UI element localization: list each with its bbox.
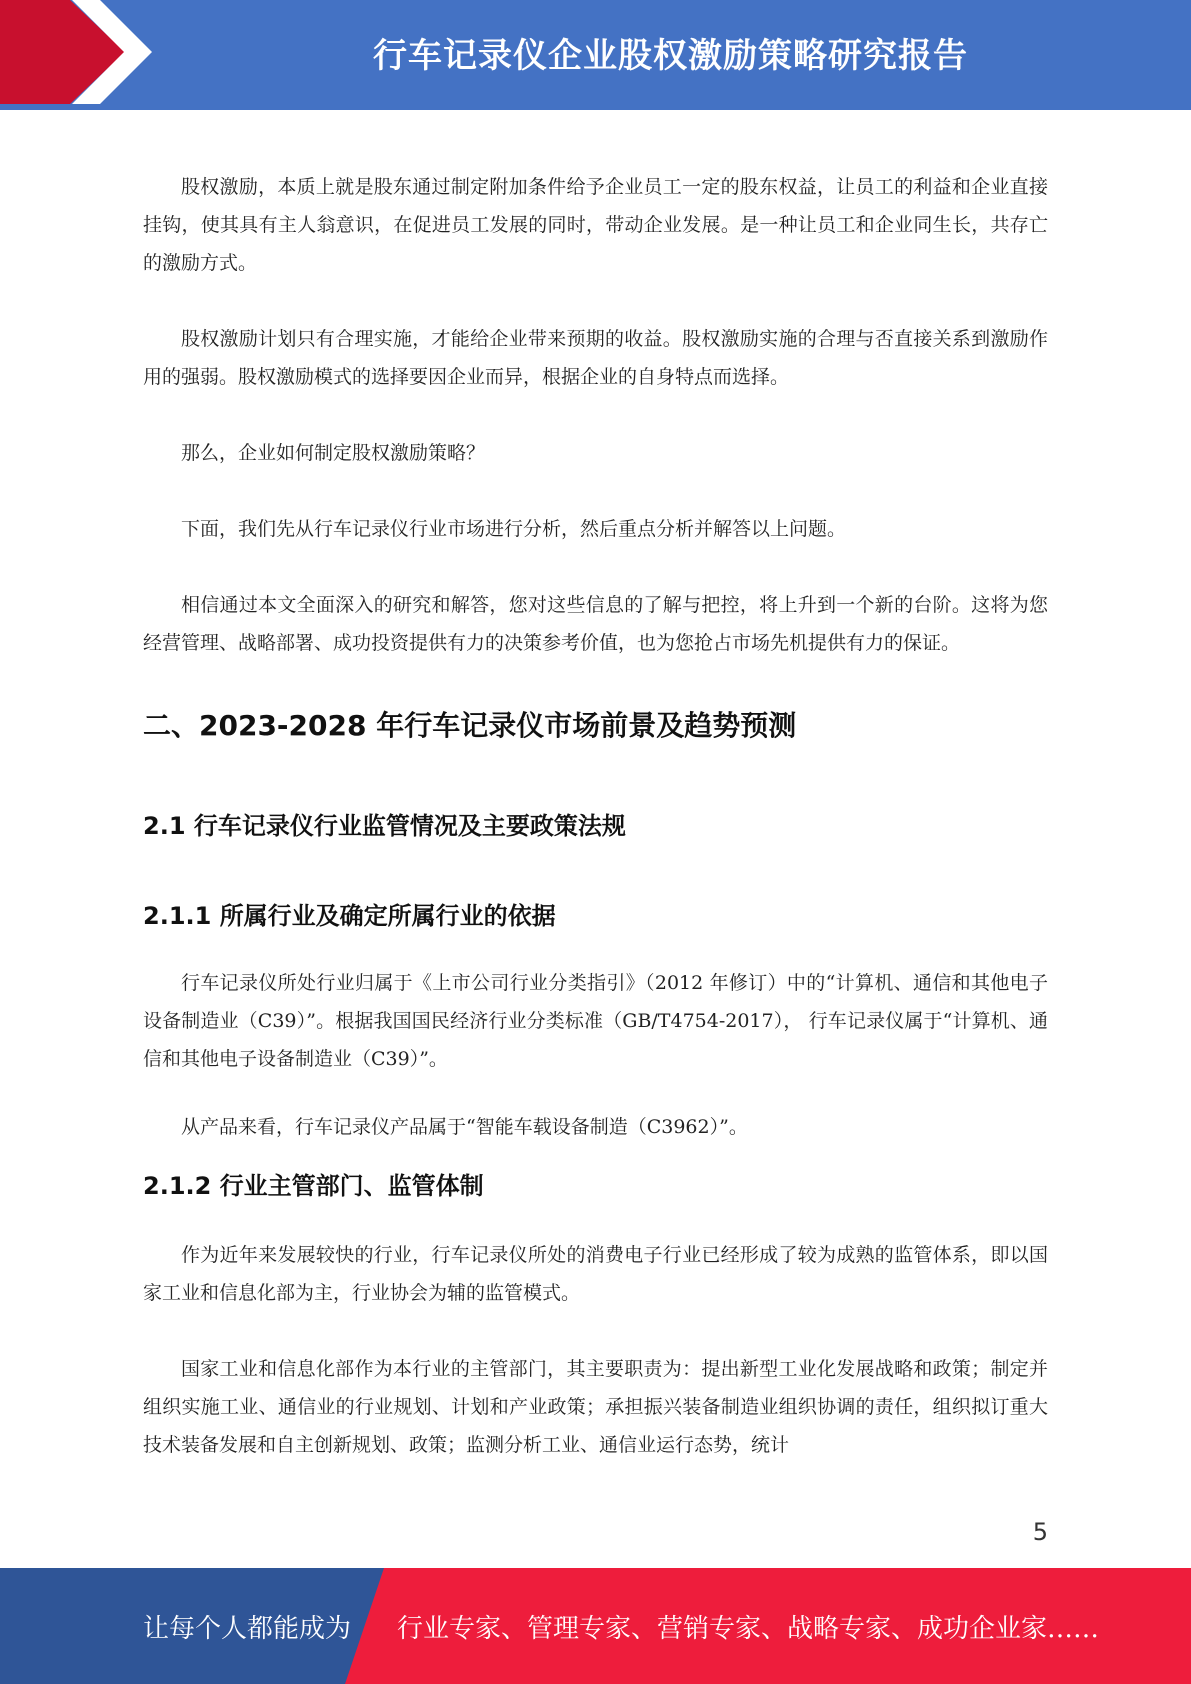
footer-slogan-right: 行业专家、管理专家、营销专家、战略专家、成功企业家…… — [397, 1613, 1100, 1644]
section-2-1-2-heading: 2.1.2 行业主管部门、监管体制 — [143, 1172, 484, 1200]
intro-paragraph-1: 股权激励，本质上就是股东通过制定附加条件给予企业员工一定的股东权益，让员工的利益和企业直接挂钩，使其具有主人翁意识，在促进员工发展的同时，带动企业发展。是一种让员工和企业同生长，共存亡的激励方式。 — [143, 176, 1048, 274]
report-title: 行车记录仪企业股权激励策略研究报告 — [373, 35, 968, 76]
section-2-1-1-paragraph-2: 从产品来看，行车记录仪产品属于“智能车载设备制造（C3962）”。 — [181, 1116, 748, 1138]
page-number: 5 — [1032, 1518, 1048, 1546]
section-2-1-1-heading: 2.1.1 所属行业及确定所属行业的依据 — [143, 902, 556, 930]
intro-paragraph-4: 下面，我们先从行车记录仪行业市场进行分析，然后重点分析并解答以上问题。 — [181, 518, 847, 540]
section-2-heading: 二、2023-2028 年行车记录仪市场前景及趋势预测 — [143, 709, 797, 742]
page-footer — [0, 1568, 1191, 1684]
section-2-1-1-paragraph-1: 行车记录仪所处行业归属于《上市公司行业分类指引》（2012 年修订）中的“计算机、通信和其他电子设备制造业（C39）”。根据我国国民经济行业分类标准（GB/T4754-2017）， 行车记录仪属于“计算机、通信和其他电子设备制造业（C39）”。 — [143, 972, 1048, 1070]
document-body — [143, 168, 1048, 1464]
intro-paragraph-5: 相信通过本文全面深入的研究和解答，您对这些信息的了解与把控，将上升到一个新的台阶。这将为您经营管理、战略部署、成功投资提供有力的决策参考价值，也为您抢占市场先机提供有力的保证。 — [143, 594, 1048, 654]
footer-slogan-left: 让每个人都能成为 — [143, 1613, 352, 1644]
intro-paragraph-3: 那么，企业如何制定股权激励策略？ — [181, 442, 486, 464]
section-2-1-2-paragraph-1: 作为近年来发展较快的行业，行车记录仪所处的消费电子行业已经形成了较为成熟的监管体系，即以国家工业和信息化部为主，行业协会为辅的监管模式。 — [143, 1244, 1048, 1304]
section-2-1-heading: 2.1 行车记录仪行业监管情况及主要政策法规 — [143, 812, 626, 840]
page-header — [0, 0, 1191, 110]
section-2-1-2-paragraph-2: 国家工业和信息化部作为本行业的主管部门，其主要职责为：提出新型工业化发展战略和政策；制定并组织实施工业、通信业的行业规划、计划和产业政策；承担振兴装备制造业组织协调的责任，组织拟订重大技术装备发展和自主创新规划、政策；监测分析工业、通信业运行态势，统计 — [143, 1358, 1048, 1456]
intro-paragraph-2: 股权激励计划只有合理实施，才能给企业带来预期的收益。股权激励实施的合理与否直接关系到激励作用的强弱。股权激励模式的选择要因企业而异，根据企业的自身特点而选择。 — [143, 328, 1048, 388]
